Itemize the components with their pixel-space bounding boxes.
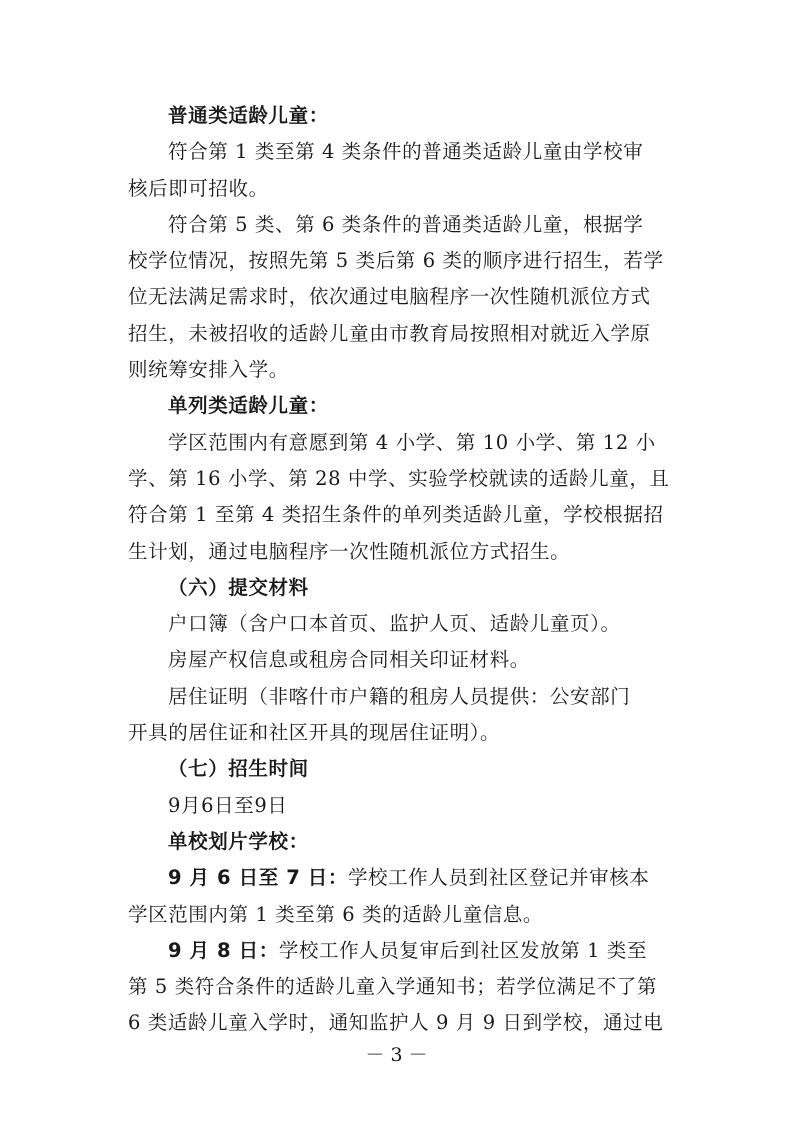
paragraph-line: 校学位情况，按照先第 5 类后第 6 类的顺序进行招生，若学 xyxy=(128,249,664,273)
paragraph-line xyxy=(128,933,678,969)
paragraph-line: 生计划，通过电脑程序一次性随机派位方式招生。 xyxy=(128,539,571,563)
paragraph-line: 9月6日至9日 xyxy=(168,793,288,817)
heading-single-school-zone: 单校划片学校： xyxy=(168,829,309,853)
date-lead: 9 月 8 日： xyxy=(168,938,279,962)
date-lead: 9 月 6 日至 7 日： xyxy=(168,866,348,890)
page-number: － 3 － xyxy=(365,1044,428,1066)
paragraph-line: 学区范围内第 1 类至第 6 类的适龄儿童信息。 xyxy=(128,902,544,926)
paragraph-line: 符合第 1 至第 4 类招生条件的单列类适龄儿童，学校根据招 xyxy=(128,503,664,527)
paragraph-line: 开具的居住证和社区开具的现居住证明）。 xyxy=(128,721,501,745)
heading-listed-children: 单列类适龄儿童： xyxy=(168,394,329,418)
paragraph-line: 符合第 5 类、第 6 类条件的普通类适龄儿童，根据学 xyxy=(168,212,644,236)
paragraph-text: 学校工作人员复审后到社区发放第 1 类至 xyxy=(278,938,648,962)
paragraph-line: 位无法满足需求时，依次通过电脑程序一次性随机派位方式 xyxy=(128,285,651,309)
paragraph-line: 居住证明（非喀什市户籍的租房人员提供：公安部门 xyxy=(168,684,631,708)
heading-enrollment-time: （七）招生时间 xyxy=(168,757,309,781)
document-body xyxy=(128,98,678,1042)
paragraph-line: 核后即可招收。 xyxy=(128,176,269,200)
paragraph-line: 符合第 1 类至第 4 类条件的普通类适龄儿童由学校审 xyxy=(168,140,644,164)
paragraph-line: 户口簿（含户口本首页、监护人页、适龄儿童页）。 xyxy=(168,612,621,636)
paragraph-line: 第 5 类符合条件的适龄儿童入学通知书；若学位满足不了第 xyxy=(128,975,658,999)
paragraph-line: 招生，未被招收的适龄儿童由市教育局按照相对就近入学原 xyxy=(128,321,651,345)
paragraph-text: 学校工作人员到社区登记并审核本 xyxy=(347,866,650,890)
paragraph-line: 6 类适龄儿童入学时，通知监护人 9 月 9 日到学校，通过电 xyxy=(128,1011,664,1035)
paragraph-line: 房屋产权信息或租房合同相关印证材料。 xyxy=(168,648,530,672)
heading-submit-materials: （六）提交材料 xyxy=(168,575,309,599)
paragraph-line: 则统筹安排入学。 xyxy=(128,358,289,382)
paragraph-line xyxy=(128,860,678,896)
paragraph-line: 学区范围内有意愿到第 4 小学、第 10 小学、第 12 小 xyxy=(168,430,656,454)
paragraph-line: 学、第 16 小学、第 28 中学、实验学校就读的适龄儿童，且 xyxy=(128,466,670,490)
heading-regular-children: 普通类适龄儿童： xyxy=(168,104,329,127)
